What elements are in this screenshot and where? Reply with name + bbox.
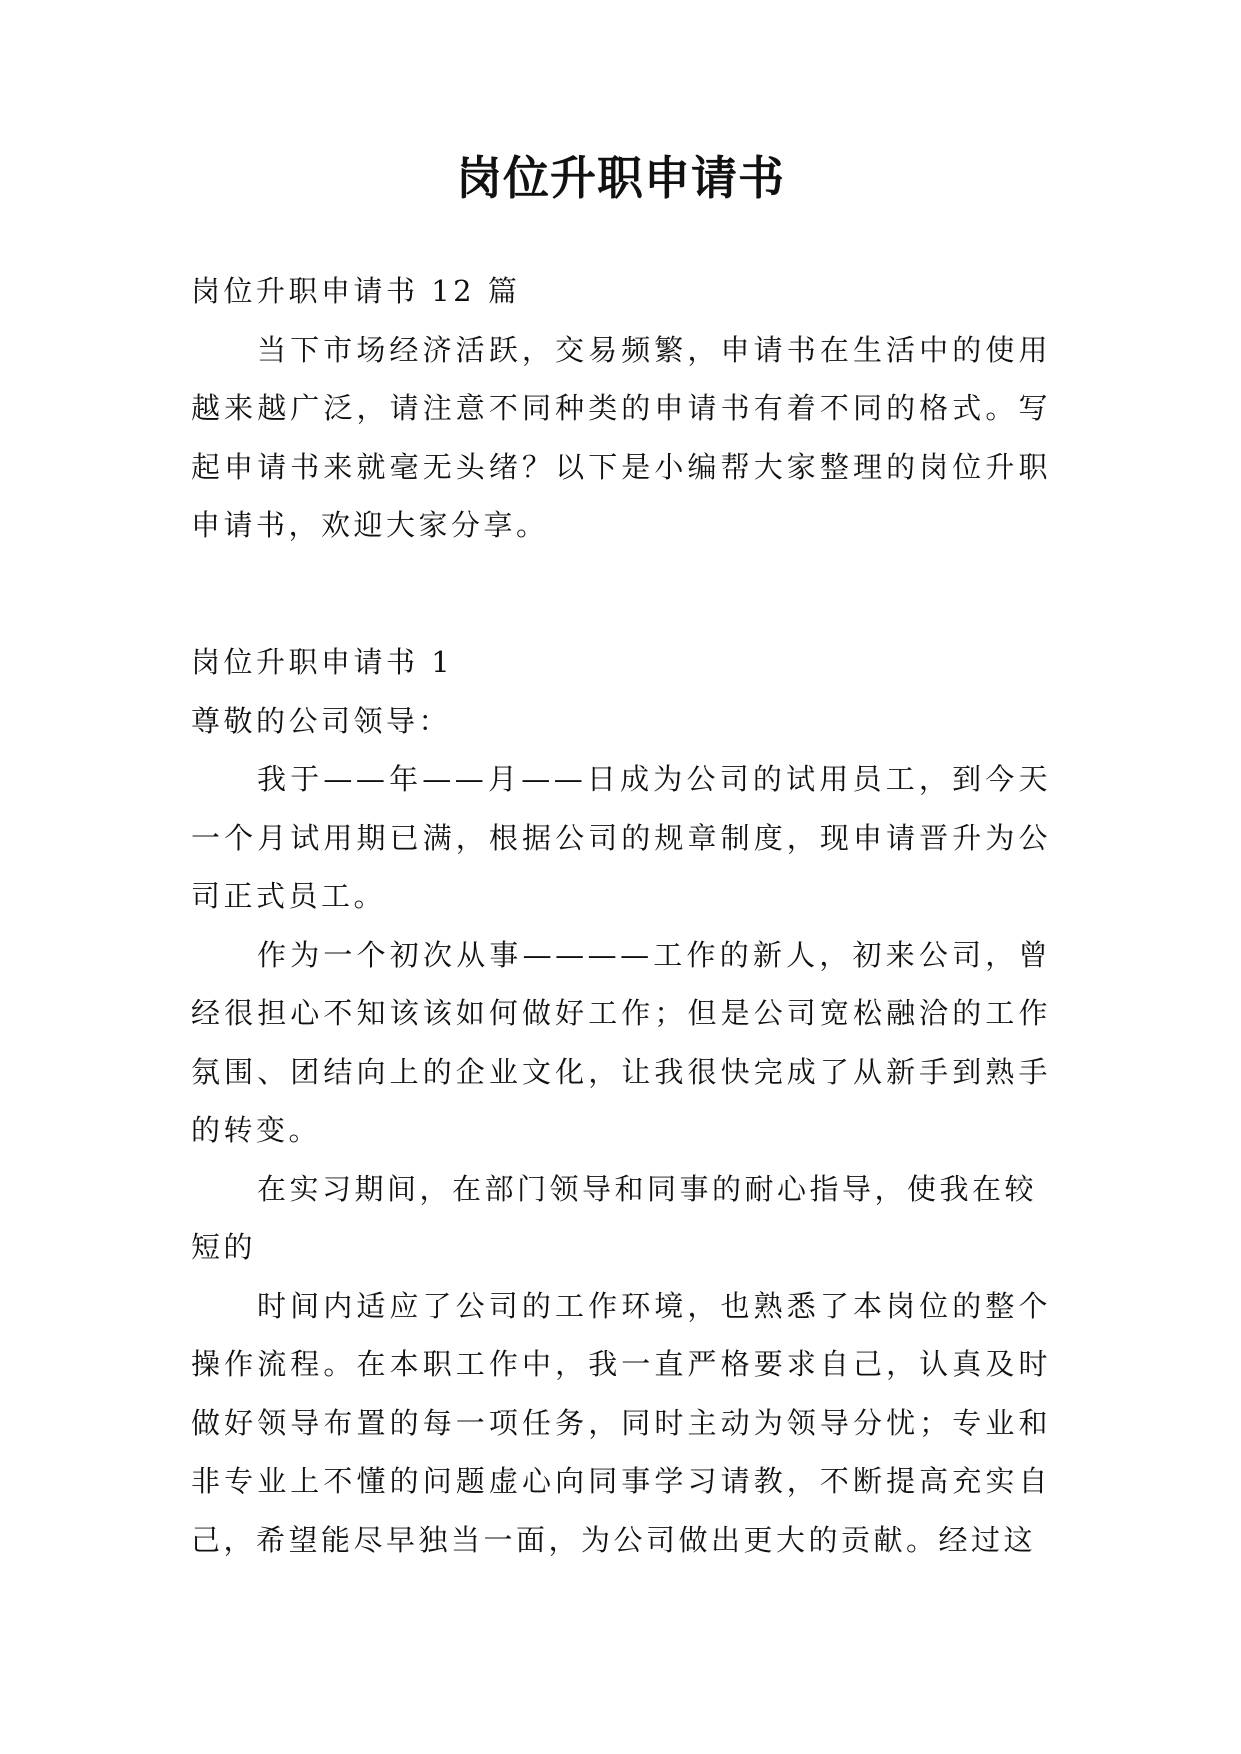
letter-paragraph-4: 时间内适应了公司的工作环境，也熟悉了本岗位的整个操作流程。在本职工作中，我一直严格要求自己，认真及时做好领导布置的每一项任务，同时主动为领导分忧；专业和非专业上不懂的问题虚心向同事学习请教，不断提高充实自己，希望能尽早独当一面，为公司做出更大的贡献。经过这: [191, 1288, 1051, 1557]
letter-fragment-line: 短的: [191, 1230, 257, 1264]
salutation: 尊敬的公司领导：: [191, 703, 452, 738]
document-subtitle: 岗位升职申请书 12 篇: [191, 274, 521, 308]
intro-paragraph: 当下市场经济活跃，交易频繁，申请书在生活中的使用越来越广泛，请注意不同种类的申请书有着不同的格式。写起申请书来就毫无头绪？以下是小编帮大家整理的岗位升职申请书，欢迎大家分享。: [191, 332, 1051, 542]
letter-paragraph-2: 作为一个初次从事————工作的新人，初来公司，曾经很担心不知该该如何做好工作；但是公司宽松融洽的工作氛围、团结向上的企业文化，让我很快完成了从新手到熟手的转变。: [191, 937, 1051, 1147]
section-heading: 岗位升职申请书 1: [191, 645, 454, 679]
document-body-letter: [191, 633, 1051, 1569]
document-body-top: [191, 262, 1051, 555]
letter-paragraph-3: 在实习期间，在部门领导和同事的耐心指导，使我在较: [257, 1171, 1038, 1206]
letter-paragraph-1: 我于——年——月——日成为公司的试用员工，到今天一个月试用期已满，根据公司的规章制度，现申请晋升为公司正式员工。: [191, 762, 1051, 913]
document-title: 岗位升职申请书: [456, 151, 785, 205]
